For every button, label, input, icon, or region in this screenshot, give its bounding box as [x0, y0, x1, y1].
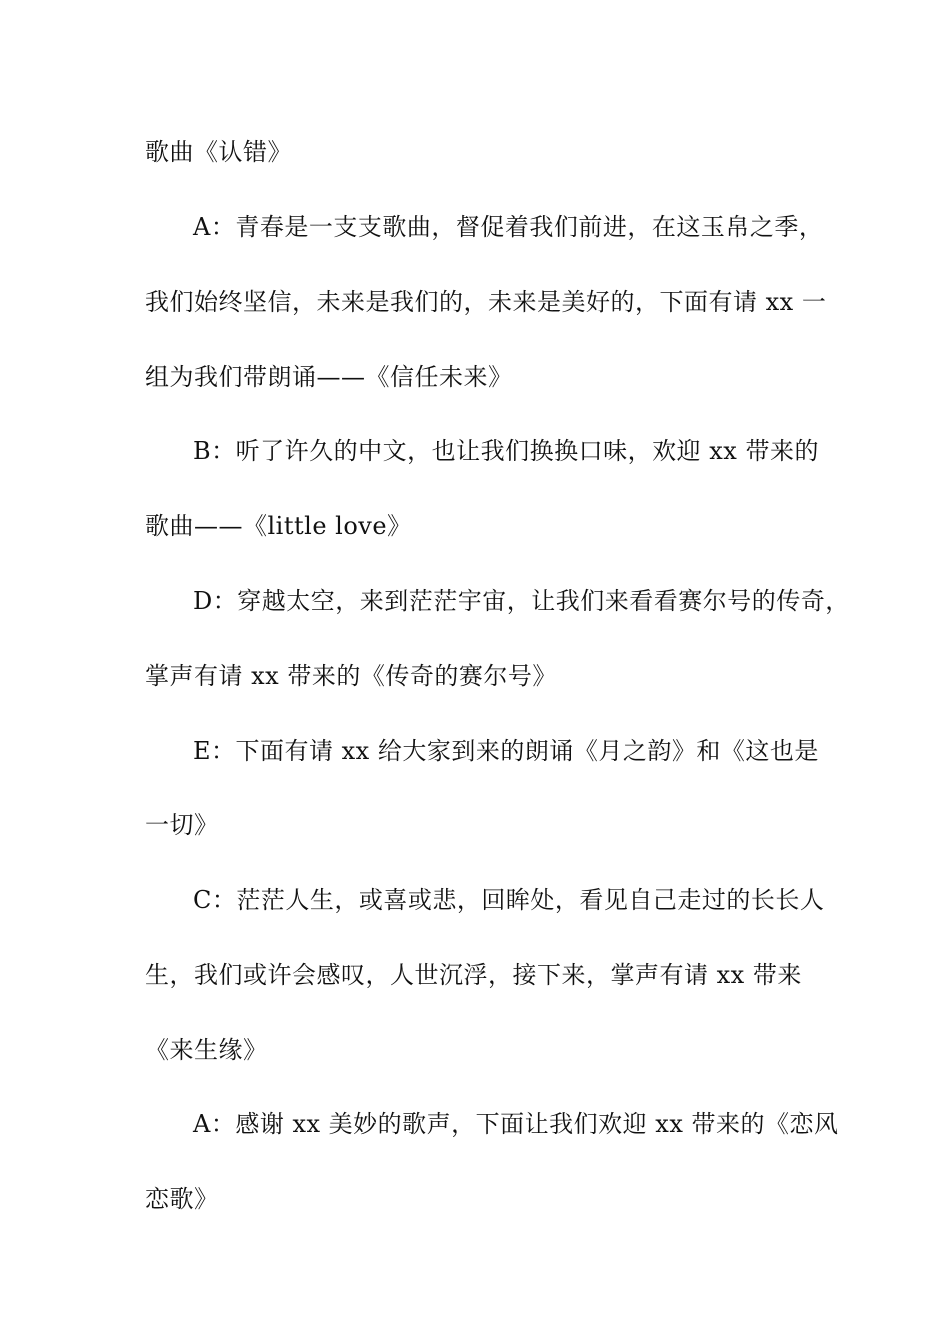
text-line-13: 《来生缘》 — [145, 1036, 268, 1064]
text-line-2: A：青春是一支支歌曲，督促着我们前进，在这玉帛之季， — [193, 213, 824, 241]
text-line-15: 恋歌》 — [145, 1185, 219, 1213]
text-line-10: 一切》 — [145, 811, 219, 839]
text-line-14: A：感谢 xx 美妙的歌声，下面让我们欢迎 xx 带来的《恋风 — [193, 1110, 839, 1138]
text-line-11: C：茫茫人生，或喜或悲，回眸处，看见自己走过的长长人 — [193, 886, 825, 914]
text-line-6: 歌曲——《little love》 — [145, 512, 412, 540]
text-line-12: 生，我们或许会感叹，人世沉浮，接下来，掌声有请 xx 带来 — [145, 961, 802, 989]
text-line-5: B：听了许久的中文，也让我们换换口味，欢迎 xx 带来的 — [193, 437, 819, 465]
text-line-3: 我们始终坚信，未来是我们的，未来是美好的，下面有请 xx 一 — [145, 288, 827, 316]
text-line-4: 组为我们带朗诵——《信任未来》 — [145, 363, 513, 391]
text-line-7: D：穿越太空，来到茫茫宇宙，让我们来看看赛尔号的传奇， — [193, 587, 850, 615]
text-line-1: 歌曲《认错》 — [145, 138, 292, 166]
text-line-9: E：下面有请 xx 给大家到来的朗诵《月之韵》和《这也是 — [193, 737, 819, 765]
text-line-8: 掌声有请 xx 带来的《传奇的赛尔号》 — [145, 662, 557, 690]
